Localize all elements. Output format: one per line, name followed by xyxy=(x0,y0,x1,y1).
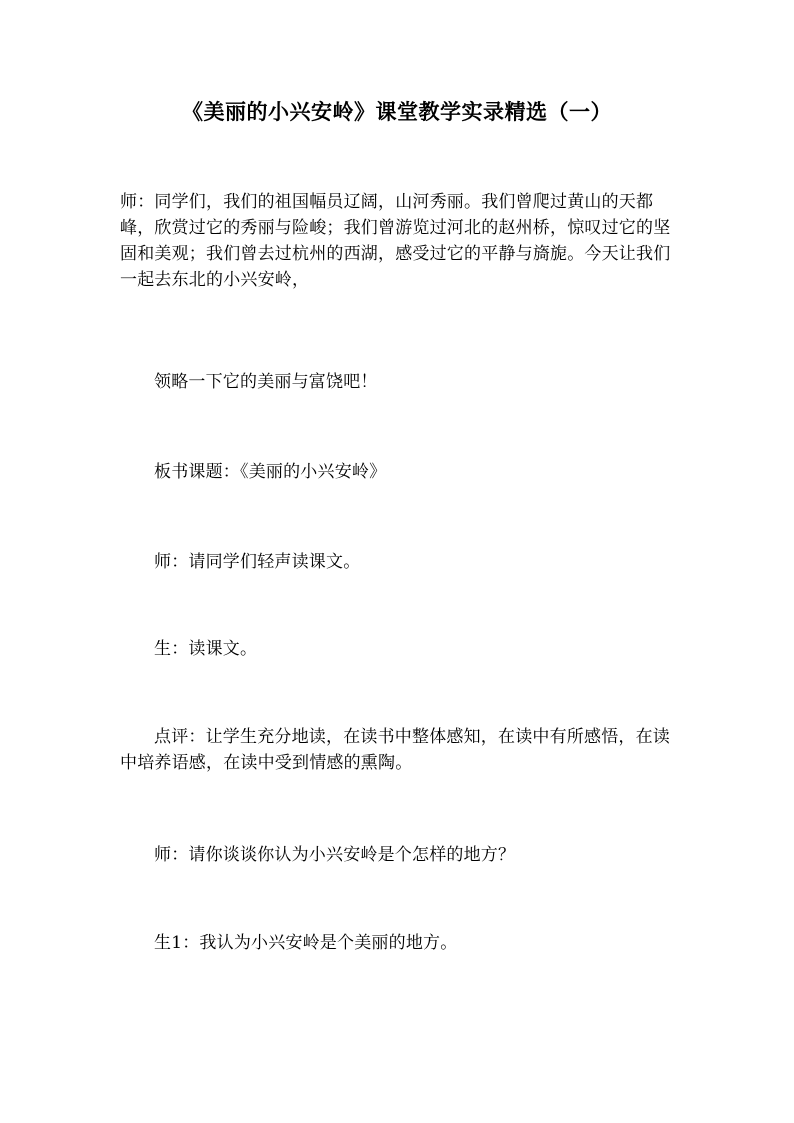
paragraph-comment: 点评：让学生充分地读，在读书中整体感知，在读中有所感悟，在读中培养语感，在读中受到情感的熏陶。 xyxy=(120,727,670,773)
paragraph-board-title: 板书课题：《美丽的小兴安岭》 xyxy=(154,462,387,482)
paragraph-student-read: 生：读课文。 xyxy=(154,639,258,659)
paragraph-teacher-read: 师：请同学们轻声读课文。 xyxy=(154,552,361,572)
paragraph-teacher-question: 师：请你谈谈你认为小兴安岭是个怎样的地方？ xyxy=(154,845,516,865)
paragraph-intro-continued: 领略一下它的美丽与富饶吧！ xyxy=(154,372,378,392)
document-title: 《美丽的小兴安岭》课堂教学实录精选（一） xyxy=(182,99,612,124)
paragraph-student-answer: 生1：我认为小兴安岭是个美丽的地方。 xyxy=(154,933,458,953)
paragraph-intro: 师：同学们，我们的祖国幅员辽阔，山河秀丽。我们曾爬过黄山的天都峰，欣赏过它的秀丽与险峻；我们曾游览过河北的赵州桥，惊叹过它的坚固和美观；我们曾去过杭州的西湖，感受过它的平静与旖旎。今天让我们一起去东北的小兴安岭， xyxy=(120,192,671,290)
